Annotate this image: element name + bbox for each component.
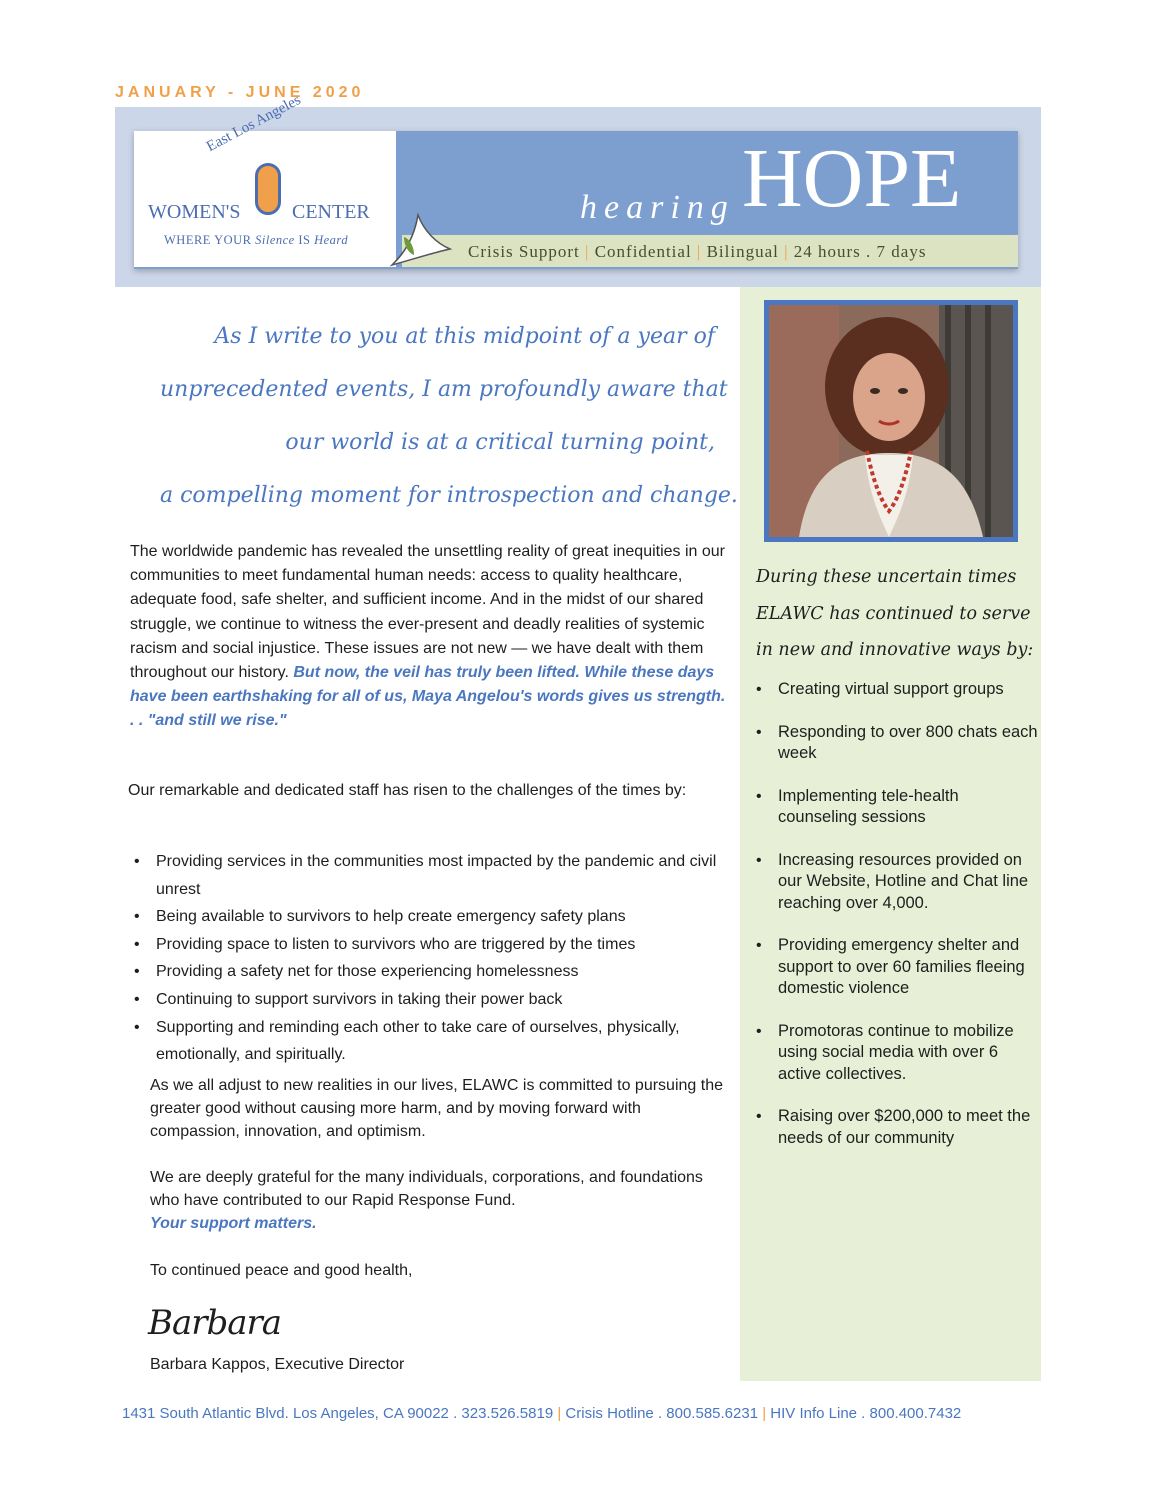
sidebar-intro-line: ELAWC has continued to serve [756, 603, 1031, 624]
sidebar-list-item: • Raising over $200,000 to meet the needs of our community [756, 1106, 1038, 1149]
sidebar-list-item: • Implementing tele-health counseling sessions [756, 786, 1038, 829]
footer-separator: | [762, 1405, 767, 1422]
paragraph-text: The worldwide pandemic has revealed the unsettling reality of great inequities in our communities to meet fundamental human needs: access to quality healthcare, adequate food, safe shelter, and sufficient income. And in the midst of our shared struggle, we continue to witness the ever-present and deadly realities of systemic racism and social injustice. These issues are not new — we have dealt with them throughout our history. [130, 543, 726, 682]
sidebar-list-item: • Creating virtual support groups [756, 679, 1038, 701]
sidebar-highlights [740, 287, 1041, 1381]
staff-list-item: • Providing space to listen to survivors who are triggered by the times [132, 931, 732, 959]
sidebar-list-item: • Increasing resources provided on our Website, Hotline and Chat line reaching over 4,000. [756, 850, 1038, 915]
service-crisis-support: Crisis Support [468, 242, 580, 261]
sidebar-list-item: • Providing emergency shelter and support to over 60 families fleeing domestic violence [756, 935, 1038, 1000]
logo-tagline: WHERE YOUR Silence IS Heard [164, 233, 349, 247]
pull-quote-line: unprecedented events, I am profoundly aware that [160, 377, 728, 402]
letter-closing: To continued peace and good health, [150, 1262, 413, 1279]
signer-name: Barbara Kappos, Executive Director [150, 1356, 405, 1373]
staff-list-item: • Supporting and reminding each other to take care of ourselves, physically, emotionally, and spiritually. [132, 1014, 732, 1069]
staff-list-item: • Being available to survivors to help create emergency safety plans [132, 903, 732, 931]
portrait-image [769, 305, 1013, 537]
paragraph-text: We are deeply grateful for the many individuals, corporations, and foundations who have contributed to our Rapid Response Fund. [150, 1169, 703, 1209]
logo-arc-text: East Los Angeles [204, 92, 304, 156]
banner-hearing: hearing [580, 189, 735, 226]
pull-quote-line: As I write to you at this midpoint of a year of [214, 324, 715, 349]
letter-paragraph-1 [130, 540, 734, 734]
logo-center: CENTER [292, 201, 370, 223]
pull-quote [160, 310, 738, 522]
service-hours: 24 hours . 7 days [793, 242, 927, 261]
strip-separator: | [585, 242, 590, 261]
staff-list-item: • Continuing to support survivors in taking their power back [132, 986, 732, 1014]
letter-paragraph-4 [150, 1166, 730, 1235]
footer-separator: | [557, 1405, 562, 1422]
elawc-logo [134, 92, 396, 267]
sidebar-intro-line: During these uncertain times [756, 567, 1017, 587]
sidebar-list [756, 679, 1038, 1170]
strip-separator: | [696, 242, 702, 261]
pull-quote-line: our world is at a critical turning point, [285, 430, 715, 455]
staff-list-item: • Providing a safety net for those experiencing homelessness [132, 958, 732, 986]
footer-hiv-line: HIV Info Line . 800.400.7432 [770, 1405, 962, 1422]
footer-crisis-hotline: Crisis Hotline . 800.585.6231 [565, 1405, 759, 1422]
footer-address: 1431 South Atlantic Blvd. Los Angeles, CA 90022 . 323.526.5819 [122, 1405, 554, 1422]
service-confidential: Confidential [594, 242, 692, 261]
letter-paragraph-2: Our remarkable and dedicated staff has risen to the challenges of the times by: [128, 782, 687, 799]
letter-paragraph-3: As we all adjust to new realities in our lives, ELAWC is committed to pursuing the greater good without causing more harm, and by moving forward with compassion, innovation, and optimism. [150, 1077, 723, 1140]
banner-services-strip [402, 235, 1018, 267]
strip-separator: | [784, 242, 789, 261]
services-list [468, 242, 926, 262]
staff-list-item: • Providing services in the communities most impacted by the pandemic and civil unrest [132, 848, 732, 903]
signature: Barbara [148, 1303, 282, 1343]
logo-figure-icon [255, 163, 281, 215]
service-bilingual: Bilingual [706, 242, 779, 261]
staff-actions-list [132, 848, 732, 1069]
paragraph-emphasis: Your support matters. [150, 1215, 317, 1232]
hearing-hope-banner [134, 92, 1018, 269]
pull-quote-line: a compelling moment for introspection and change. [160, 483, 738, 508]
footer-contact [122, 1405, 961, 1422]
director-photo [764, 300, 1018, 542]
logo-womens: WOMEN'S [148, 201, 241, 223]
banner-hope: HOPE [742, 132, 962, 225]
sidebar-intro-line: in new and innovative ways by: [756, 640, 1034, 660]
date-range: JANUARY - JUNE 2020 [115, 84, 365, 101]
sidebar-intro [756, 559, 1038, 669]
calla-lily-icon [384, 209, 454, 269]
paragraph-emphasis: But now, the veil has truly been lifted. While these days have been earthshaking for all of us, Maya Angelou's words gives us strength. . . "and still we rise." [130, 664, 726, 730]
sidebar-list-item: • Promotoras continue to mobilize using social media with over 6 active collectives. [756, 1021, 1038, 1086]
sidebar-list-item: • Responding to over 800 chats each week [756, 722, 1038, 765]
